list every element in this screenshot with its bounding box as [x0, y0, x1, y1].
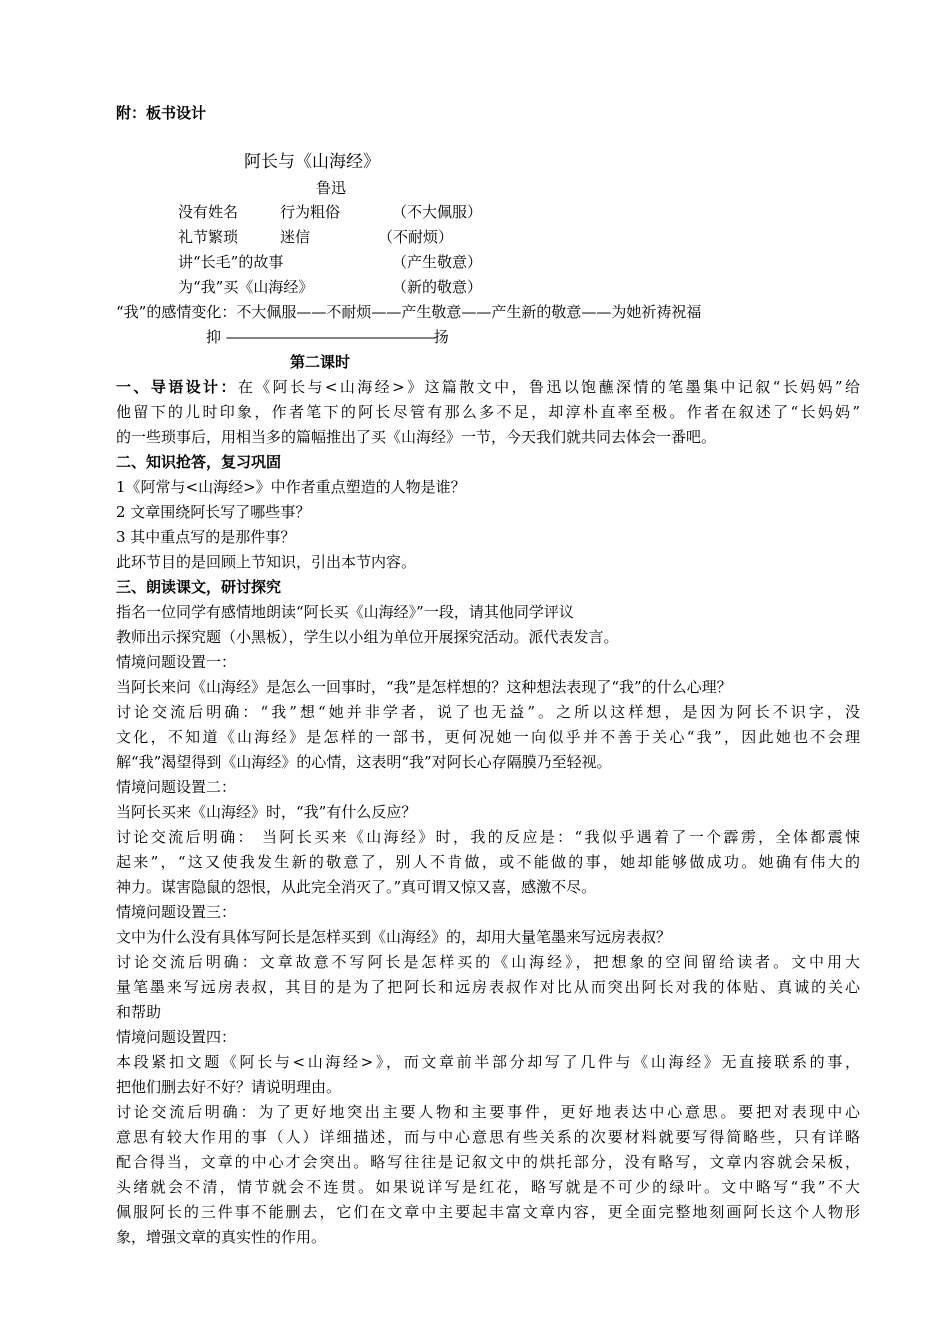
scenario-question: 文中为什么没有具体写阿长是怎样买到《山海经》的，却用大量笔墨来写远房表叔？	[116, 928, 672, 946]
board-row	[178, 277, 482, 297]
board-row-label: 礼节繁琐	[178, 228, 239, 246]
scenario-answer: 象，增强文章的真实性的作用。	[116, 1228, 327, 1246]
emotion-arrow	[206, 327, 449, 347]
scenario-question: 当阿长买来《山海经》时，“我”有什么反应？	[116, 803, 417, 821]
scenario-answer: 讨论交流后明确：“我”想“她并非学者，说了也无益”。之所以这样想，是因为阿长不识字，没	[116, 703, 860, 721]
scenario-title: 情境问题设置四：	[116, 1028, 237, 1046]
scenario-answer: 和帮助	[116, 1003, 162, 1021]
board-author: 鲁迅	[316, 179, 347, 197]
scenario-answer: 量笔墨来写远房表叔，其目的是为了把阿长和远房表叔作对比从而突出阿长对我的体贴、真诚的关心	[116, 978, 860, 996]
review-question: 1《阿常与<山海经>》中作者重点塑造的人物是谁？	[116, 478, 466, 496]
board-row-label: 没有姓名	[178, 203, 239, 221]
board-row-emotion: （不大佩服）	[392, 203, 483, 221]
scenario-answer: 意思有较大作用的事（人）详细描述，而与中心意思有些关系的次要材料就要写得简略些，只有详略	[116, 1128, 860, 1146]
section3-line: 指名一位同学有感情地朗读“阿长买《山海经》”一段，请其他同学评议	[116, 603, 574, 621]
scenario-answer: 配合得当，文章的中心才会突出。略写往往是记叙文中的烘托部分，没有略写，文章内容就会呆板，	[116, 1153, 860, 1171]
scenario-question: 本段紧扣文题《阿长与<山海经>》，而文章前半部分却写了几件与《山海经》无直接联系的事，	[116, 1053, 860, 1071]
arrow-line: ————————————————	[225, 328, 434, 346]
scenario-answer: 讨论交流后明确： 当阿长买来《山海经》时，我的反应是：“我似乎遇着了一个霹雳，全体都震悚	[116, 828, 860, 846]
arrow-start-label: 抑	[206, 328, 222, 346]
scenario-answer: 头绪就会不清，情节就会不连贯。如果说详写是红花，略写就是不可少的绿叶。文中略写“我”不大	[116, 1178, 860, 1196]
board-row-emotion: （不耐烦）	[378, 228, 454, 246]
review-question: 3 其中重点写的是那件事？	[116, 528, 296, 546]
section3-line: 教师出示探究题（小黑板），学生以小组为单位开展探究活动。派代表发言。	[116, 628, 619, 646]
board-row	[178, 202, 482, 222]
board-title: 阿长与《山海经》	[244, 152, 380, 172]
section1-line: 他留下的儿时印象，作者笔下的阿长尽管有那么多不足，却淳朴直率至极。作者在叙述了“长妈妈”	[116, 403, 860, 421]
scenario-answer: 讨论交流后明确：文章故意不写阿长是怎样买的《山海经》，把想象的空间留给读者。文中用大	[116, 953, 860, 971]
review-note: 此环节目的是回顾上节知识，引出本节内容。	[116, 553, 417, 571]
board-row-label: 为“我”买《山海经》	[178, 278, 314, 296]
board-row-label: 讲“长毛”的故事	[178, 253, 284, 271]
scenario-answer: 解“我”渴望得到《山海经》的心情，这表明“我”对阿长心存隔膜乃至轻视。	[116, 753, 612, 771]
board-row-emotion: （新的敬意）	[392, 278, 483, 296]
appendix-heading: 附：板书设计	[116, 104, 207, 122]
lesson-heading: 第二课时	[290, 353, 351, 371]
scenario-title: 情境问题设置三：	[116, 903, 237, 921]
board-row	[178, 227, 453, 247]
review-question: 2 文章围绕阿长写了哪些事？	[116, 503, 311, 521]
section1-paragraph	[116, 377, 860, 397]
scenario-answer: 文化，不知道《山海经》是怎样的一部书，更何况她一向似乎并不善于关心“我”，因此她也不会理	[116, 728, 860, 746]
scenario-answer: 起来”，“这又使我发生新的敬意了，别人不肯做，或不能做的事，她却能够做成功。她确有伟大的	[116, 853, 860, 871]
arrow-end-label: 扬	[433, 328, 449, 346]
scenario-answer: 佩服阿长的三件事不能删去，它们在文章中主要起丰富文章内容，更全面完整地刻画阿长这个人物形	[116, 1203, 860, 1221]
section1-line: 的一些琐事后，用相当多的篇幅推出了买《山海经》一节，今天我们就共同去体会一番吧。	[116, 428, 717, 446]
section1-heading: 一、导语设计：	[116, 378, 238, 396]
board-row-detail: 迷信	[280, 228, 311, 246]
board-row-emotion: （产生敬意）	[392, 253, 483, 271]
scenario-title: 情境问题设置一：	[116, 653, 237, 671]
section1-text: 在《阿长与<山海经>》这篇散文中，鲁迅以饱蘸深情的笔墨集中记叙“长妈妈”给	[237, 378, 860, 396]
board-row	[178, 252, 482, 272]
section3-heading: 三、朗读课文，研讨探究	[116, 578, 282, 596]
board-row-detail: 行为粗俗	[280, 203, 341, 221]
scenario-question: 把他们删去好不好？请说明理由。	[116, 1078, 342, 1096]
scenario-question: 当阿长来问《山海经》是怎么一回事时，“我”是怎样想的？这种想法表现了“我”的什么心理？	[116, 678, 732, 696]
scenario-answer: 讨论交流后明确：为了更好地突出主要人物和主要事件，更好地表达中心意思。要把对表现中心	[116, 1103, 860, 1121]
emotion-change-line: “我”的感情变化：不大佩服——不耐烦——产生敬意——产生新的敬意——为她祈祷祝福	[116, 303, 702, 321]
scenario-answer: 神力。谋害隐鼠的怨恨，从此完全消灭了。”真可谓又惊又喜，感激不尽。	[116, 878, 597, 896]
section2-heading: 二、知识抢答，复习巩固	[116, 453, 282, 471]
scenario-title: 情境问题设置二：	[116, 778, 237, 796]
